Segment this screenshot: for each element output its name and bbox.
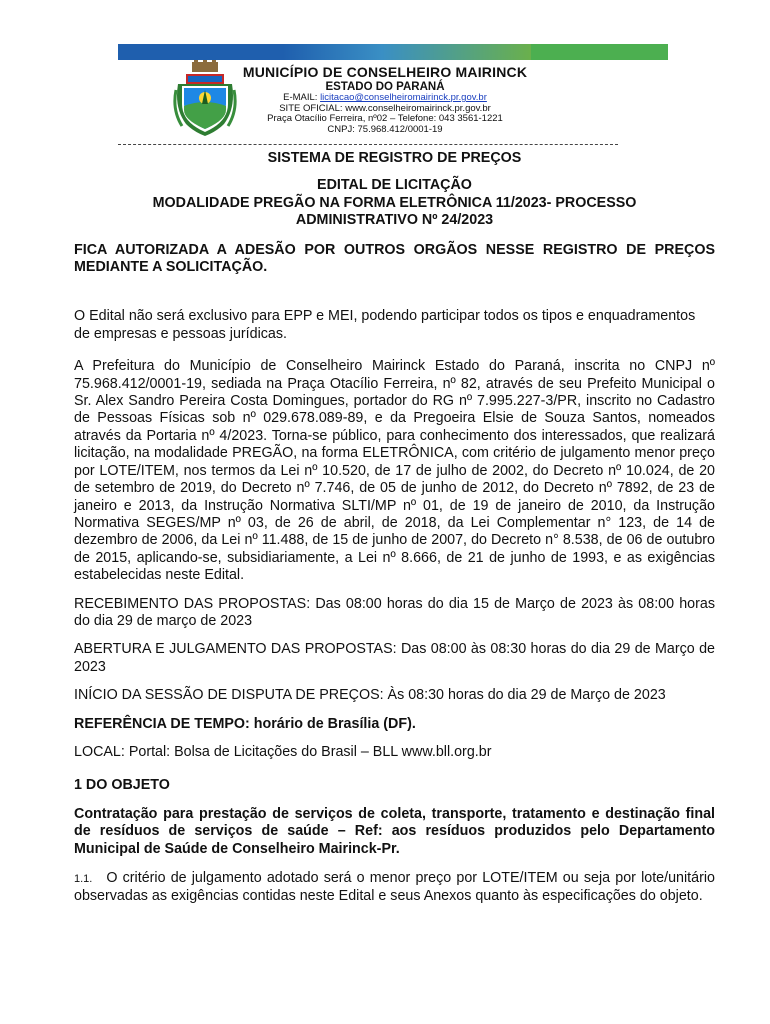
edital-title: EDITAL DE LICITAÇÃO <box>317 177 472 194</box>
email-link[interactable]: licitacao@conselheiromairinck.pr.gov.br <box>320 92 487 103</box>
receipt-paragraph: RECEBIMENTO DAS PROPOSTAS: Das 08:00 horas do dia 15 de Março de 2023 às 08:00 horas do dia 29 de março de 2023 <box>74 595 715 629</box>
item-text: O critério de julgamento adotado será o menor preço por LOTE/ITEM ou seja por lote/unitário observadas as exigências contidas neste Edital e seus Anexos quanto às especificações do objeto. <box>74 870 715 905</box>
state-name: ESTADO DO PARANÁ <box>325 81 445 93</box>
section-title: 1 DO OBJETO <box>74 777 170 794</box>
cnpj-line: CNPJ: 75.968.412/0001-19 <box>327 123 443 135</box>
modality-title: MODALIDADE PREGÃO NA FORMA ELETRÔNICA 11/2023- PROCESSO ADMINISTRATIVO Nº 24/2023 <box>152 194 637 229</box>
preamble-paragraph: A Prefeitura do Município de Conselheiro Mairinck Estado do Paraná, inscrita no CNPJ nº 75.968.412/0001-19, sediada na Praça Otacílio Ferreira, nº 82, através de seu Prefeito Municipal o Sr. Alex Sandro Pereira Costa Domingues, portador do RG nº 7.995.227-3/PR, inscrito no Cadastro de Pessoas Físicas sob nº 029.678.089-89, e da Pregoeira Elsie de Souza Santos, nomeados através da Portaria nº 4/2023. Torna-se público, para conhecimento dos interessados, que realizará licitação, na modalidade PREGÃO, na forma ELETRÔNICA, com critério de julgamento menor preço por LOTE/ITEM, nos termos da Lei nº 10.520, de 17 de julho de 2002, do Decreto nº 10.024, de 20 de setembro de 2019, do Decreto nº 7.746, de 05 de junho de 2012, do Decreto nº 7892, de 23 de janeiro e 2013, da Instrução Normativa SLTI/MP nº 01, de 19 de janeiro de 2010, da Instrução Normativa SEGES/MP nº 03, de 26 de abril, de 2018, da Lei Complementar n° 123, de 14 de dezembro de 2006, da Lei nº 11.488, de 15 de junho de 2007, do Decreto n° 8.538, de 06 de outubro de 2015, aplicando-se, subsidiariamente, a Lei nº 8.666, de 21 de junho de 1993, e as exigências estabelecidas neste Edital. <box>74 358 715 584</box>
site-line: SITE OFICIAL: www.conselheiromairinck.pr.gov.br <box>279 102 491 114</box>
email-line: E-MAIL: licitacao@conselheiromairinck.pr.gov.br <box>283 92 487 103</box>
letterhead <box>240 64 530 135</box>
address-line: Praça Otacílio Ferreira, nº02 – Telefone: 043 3561-1221 <box>267 113 503 124</box>
exclusivity-paragraph: O Edital não será exclusivo para EPP e MEI, podendo participar todos os tipos e enquadramentos de empresas e pessoas jurídicas. <box>74 308 696 342</box>
municipal-coat-of-arms-icon <box>172 60 238 138</box>
header-divider <box>118 144 618 145</box>
time-reference: REFERÊNCIA DE TEMPO: horário de Brasília (DF). <box>74 715 416 732</box>
authorization-notice: FICA AUTORIZADA A ADESÃO POR OUTROS ORGÃOS NESSE REGISTRO DE PREÇOS MEDIANTE A SOLICITAÇÃO. <box>74 241 715 276</box>
site-link[interactable]: www.conselheiromairinck.pr.gov.br <box>345 102 491 114</box>
item-number: 1.1. <box>74 873 93 885</box>
system-title: SISTEMA DE REGISTRO DE PREÇOS <box>267 150 522 166</box>
session-start-paragraph: INÍCIO DA SESSÃO DE DISPUTA DE PREÇOS: Às 08:30 horas do dia 29 de Março de 2023 <box>74 687 666 704</box>
location-line: LOCAL: Portal: Bolsa de Licitações do Brasil – BLL www.bll.org.br <box>74 743 492 760</box>
opening-paragraph: ABERTURA E JULGAMENTO DAS PROPOSTAS: Das 08:00 às 08:30 horas do dia 29 de Março de 2023 <box>74 641 715 675</box>
document-body <box>74 150 715 906</box>
municipality-name: MUNICÍPIO DE CONSELHEIRO MAIRINCK <box>242 64 528 80</box>
object-description: Contratação para prestação de serviços de coleta, transporte, tratamento e destinação final de resíduos de serviços de saúde – Ref: aos resíduos produzidos pelo Departamento Municipal de Saúde de Conselheiro Mairinck-Pr. <box>74 805 715 857</box>
item-1-1 <box>74 870 715 906</box>
header-banner <box>118 44 668 60</box>
